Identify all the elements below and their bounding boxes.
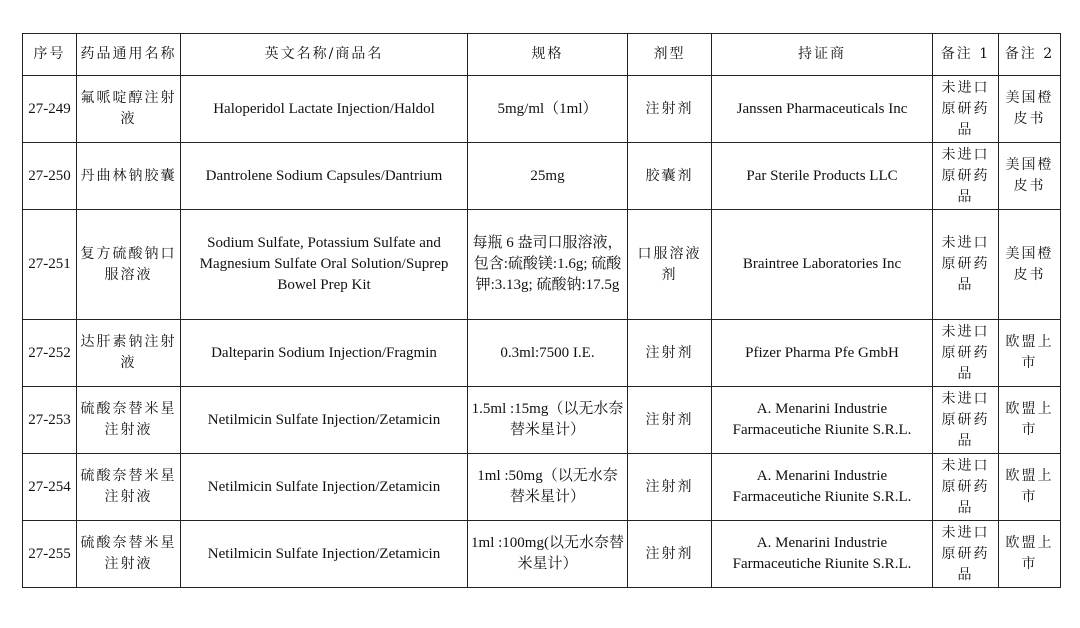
cell-seq: 27-251	[23, 210, 77, 320]
cell-seq: 27-255	[23, 521, 77, 588]
cell-note-1: 未进口原研药品	[933, 210, 999, 320]
header-dosage-form: 剂型	[628, 34, 712, 76]
cell-spec: 每瓶 6 盎司口服溶液，包含:硫酸镁:1.6g; 硫酸钾:3.13g; 硫酸钠:17.5g	[468, 210, 628, 320]
cell-note-2: 美国橙皮书	[999, 210, 1061, 320]
cell-generic-name: 硫酸奈替米星注射液	[77, 387, 181, 454]
header-english-name: 英文名称/商品名	[181, 34, 468, 76]
cell-english-name: Dantrolene Sodium Capsules/Dantrium	[181, 143, 468, 210]
cell-dosage-form: 注射剂	[628, 521, 712, 588]
table-row	[23, 210, 1061, 320]
header-note-1: 备注 1	[933, 34, 999, 76]
cell-note-2: 欧盟上市	[999, 320, 1061, 387]
cell-note-2: 欧盟上市	[999, 387, 1061, 454]
header-row	[23, 34, 1061, 76]
cell-note-1: 未进口原研药品	[933, 454, 999, 521]
header-seq: 序号	[23, 34, 77, 76]
cell-generic-name: 硫酸奈替米星注射液	[77, 521, 181, 588]
cell-license-holder: Pfizer Pharma Pfe GmbH	[712, 320, 933, 387]
cell-dosage-form: 注射剂	[628, 76, 712, 143]
cell-dosage-form: 注射剂	[628, 387, 712, 454]
cell-license-holder: A. Menarini Industrie Farmaceutiche Riunite S.R.L.	[712, 454, 933, 521]
cell-spec: 5mg/ml（1ml）	[468, 76, 628, 143]
cell-note-1: 未进口原研药品	[933, 387, 999, 454]
table-row	[23, 143, 1061, 210]
cell-note-2: 欧盟上市	[999, 521, 1061, 588]
cell-spec: 1.5ml :15mg（以无水奈替米星计）	[468, 387, 628, 454]
cell-spec: 1ml :100mg(以无水奈替米星计）	[468, 521, 628, 588]
cell-dosage-form: 注射剂	[628, 454, 712, 521]
table-row	[23, 76, 1061, 143]
cell-note-1: 未进口原研药品	[933, 76, 999, 143]
cell-seq: 27-253	[23, 387, 77, 454]
cell-note-1: 未进口原研药品	[933, 143, 999, 210]
cell-spec: 25mg	[468, 143, 628, 210]
cell-seq: 27-254	[23, 454, 77, 521]
header-license-holder: 持证商	[712, 34, 933, 76]
cell-english-name: Netilmicin Sulfate Injection/Zetamicin	[181, 387, 468, 454]
drug-table	[22, 33, 1061, 588]
header-spec: 规格	[468, 34, 628, 76]
cell-seq: 27-249	[23, 76, 77, 143]
cell-generic-name: 硫酸奈替米星注射液	[77, 454, 181, 521]
cell-generic-name: 丹曲林钠胶囊	[77, 143, 181, 210]
table-row	[23, 387, 1061, 454]
cell-dosage-form: 口服溶液剂	[628, 210, 712, 320]
cell-generic-name: 氟哌啶醇注射液	[77, 76, 181, 143]
table-row	[23, 320, 1061, 387]
cell-english-name: Sodium Sulfate, Potassium Sulfate and Magnesium Sulfate Oral Solution/Suprep Bowel Prep Kit	[181, 210, 468, 320]
cell-note-2: 美国橙皮书	[999, 143, 1061, 210]
cell-generic-name: 复方硫酸钠口服溶液	[77, 210, 181, 320]
cell-english-name: Haloperidol Lactate Injection/Haldol	[181, 76, 468, 143]
cell-seq: 27-252	[23, 320, 77, 387]
header-generic-name: 药品通用名称	[77, 34, 181, 76]
cell-license-holder: Janssen Pharmaceuticals Inc	[712, 76, 933, 143]
table-row	[23, 521, 1061, 588]
cell-spec: 1ml :50mg（以无水奈替米星计）	[468, 454, 628, 521]
cell-spec: 0.3ml:7500 I.E.	[468, 320, 628, 387]
cell-note-1: 未进口原研药品	[933, 521, 999, 588]
cell-license-holder: Braintree Laboratories Inc	[712, 210, 933, 320]
cell-license-holder: Par Sterile Products LLC	[712, 143, 933, 210]
cell-note-2: 欧盟上市	[999, 454, 1061, 521]
cell-note-2: 美国橙皮书	[999, 76, 1061, 143]
cell-english-name: Dalteparin Sodium Injection/Fragmin	[181, 320, 468, 387]
cell-note-1: 未进口原研药品	[933, 320, 999, 387]
cell-license-holder: A. Menarini Industrie Farmaceutiche Riunite S.R.L.	[712, 521, 933, 588]
header-note-2: 备注 2	[999, 34, 1061, 76]
table-row	[23, 454, 1061, 521]
cell-english-name: Netilmicin Sulfate Injection/Zetamicin	[181, 521, 468, 588]
cell-dosage-form: 胶囊剂	[628, 143, 712, 210]
cell-dosage-form: 注射剂	[628, 320, 712, 387]
cell-generic-name: 达肝素钠注射液	[77, 320, 181, 387]
cell-seq: 27-250	[23, 143, 77, 210]
cell-license-holder: A. Menarini Industrie Farmaceutiche Riunite S.R.L.	[712, 387, 933, 454]
cell-english-name: Netilmicin Sulfate Injection/Zetamicin	[181, 454, 468, 521]
